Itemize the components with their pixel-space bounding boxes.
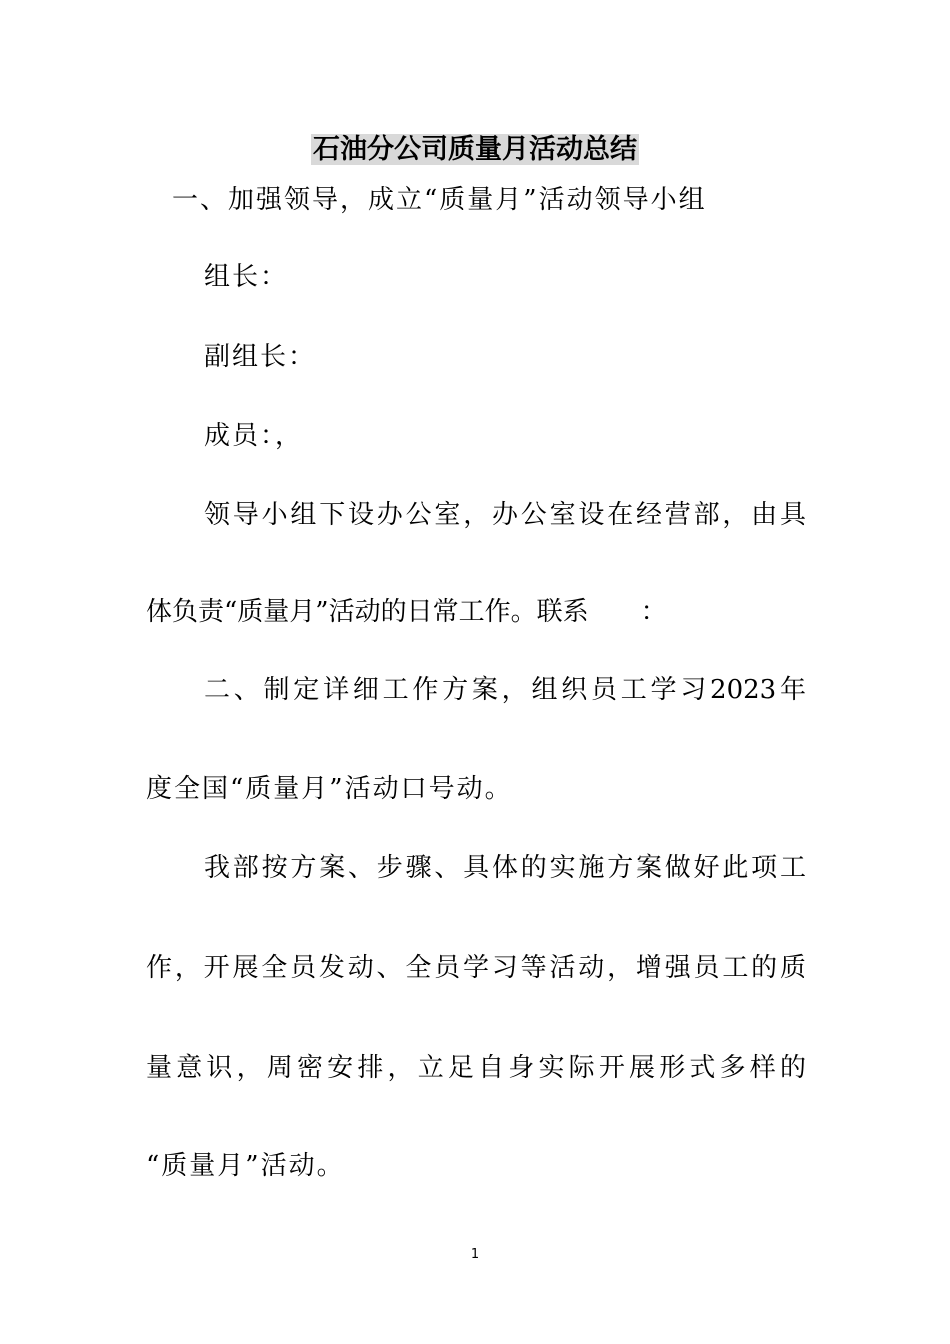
page-number: 1 bbox=[470, 1247, 480, 1262]
paragraph-1-line-2: 体负责“质量月”活动的日常工作。联系 ： bbox=[146, 597, 667, 627]
members-label: 成员：， bbox=[204, 421, 304, 451]
paragraph-2-line-4: “质量月”活动。 bbox=[146, 1151, 345, 1181]
leader-label: 组长： bbox=[204, 262, 289, 292]
paragraph-2-line-3-text: 量意识，周密安排，立足自身实际开展形式多样的 bbox=[146, 1053, 806, 1083]
paragraph-2-line-2-text: 作，开展全员发动、全员学习等活动，增强员工的质 bbox=[146, 953, 806, 983]
paragraph-1-line-1 bbox=[204, 495, 806, 535]
section-heading-2-line-2: 度全国“质量月”活动口号动。 bbox=[146, 774, 513, 804]
paragraph-2-line-2 bbox=[146, 948, 806, 988]
deputy-leader-label: 副组长： bbox=[204, 342, 317, 372]
paragraph-1-line-1-text: 领导小组下设办公室，办公室设在经营部，由具 bbox=[204, 500, 806, 530]
section-heading-2-line-1-text: 二、制定详细工作方案，组织员工学习2023年 bbox=[204, 675, 806, 705]
paragraph-2-line-1-text: 我部按方案、步骤、具体的实施方案做好此项工 bbox=[204, 853, 806, 883]
document-title-text: 石油分公司质量月活动总结 bbox=[313, 134, 637, 165]
document-title bbox=[0, 130, 950, 170]
paragraph-2-line-3 bbox=[146, 1048, 806, 1088]
paragraph-2-line-1 bbox=[204, 848, 806, 888]
section-heading-1: 一、加强领导，成立“质量月”活动领导小组 bbox=[172, 185, 707, 215]
section-heading-2-line-1 bbox=[204, 670, 806, 710]
